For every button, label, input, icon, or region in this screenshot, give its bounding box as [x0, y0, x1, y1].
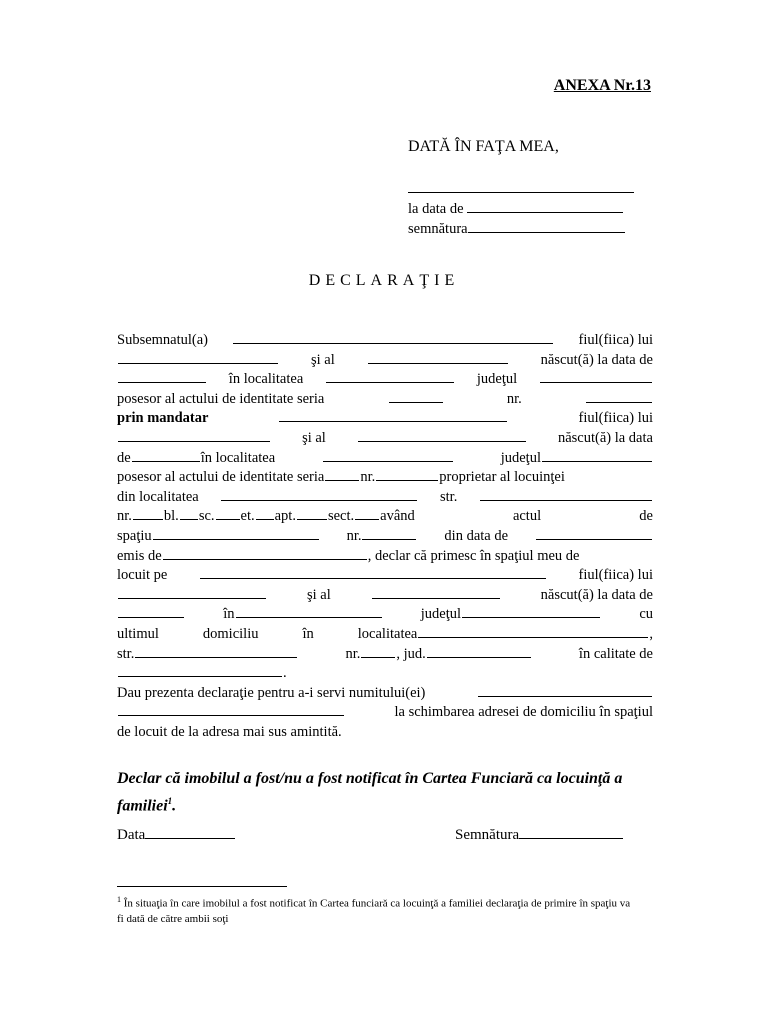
- body-line-12: [117, 547, 653, 567]
- signature-field: [455, 826, 623, 844]
- label-si-al-3: şi al: [306, 586, 331, 603]
- body-line-8: [117, 468, 653, 488]
- footnote-mark: 1: [117, 895, 121, 904]
- blank-apartment: [297, 507, 327, 520]
- body-line-20: [117, 703, 653, 723]
- body-line-3: [117, 370, 653, 390]
- footnote-ref: 1: [167, 796, 173, 806]
- label-nr-2: nr.: [360, 469, 376, 486]
- body-line-17: [117, 645, 653, 665]
- label-et: et.: [240, 508, 255, 525]
- blank-issued-by: [163, 547, 367, 560]
- label-fiul-fiica: fiul(fiica) lui: [578, 332, 653, 348]
- label-judetul: judeţul: [476, 371, 518, 388]
- semnatura-blank: [519, 826, 623, 839]
- blank-owner-locality: [221, 488, 417, 501]
- body-line-1: [117, 331, 653, 351]
- blank-mandatar-county: [542, 449, 652, 462]
- blank-id-series: [389, 390, 443, 403]
- blank-last-number: [361, 645, 395, 658]
- land-registry-statement: [117, 768, 653, 817]
- body-line-15: [117, 605, 653, 625]
- before-me-heading: DATĂ ÎN FAŢA MEA,: [408, 138, 559, 155]
- blank-floor: [256, 507, 274, 520]
- label-domiciliu: domiciliu: [202, 625, 259, 642]
- label-din-localitatea: din localitatea: [117, 488, 199, 505]
- blank-id-number: [586, 390, 652, 403]
- blank-space-act: [153, 527, 319, 540]
- blank-mandatar-locality: [323, 449, 453, 462]
- statement-end: .: [172, 797, 177, 815]
- date-blank: [467, 200, 623, 213]
- label-posesor-2: posesor al actului de identitate seria: [117, 469, 325, 486]
- body-line-14: [117, 586, 653, 606]
- label-dau-prezenta: Dau prezenta declaraţie pentru a-i servi numitului(ei): [117, 684, 426, 701]
- data-field: [117, 826, 235, 844]
- blank-host-name: [200, 566, 546, 579]
- label-de-2: de: [639, 508, 653, 525]
- comma: ,: [649, 625, 653, 642]
- date-label: la data de: [408, 201, 464, 217]
- blank-sector: [355, 507, 379, 520]
- label-subsemnatul: Subsemnatul(a): [117, 332, 209, 348]
- label-apt: apt.: [274, 508, 296, 525]
- label-de-locuit: de locuit de la adresa mai sus amintită.: [117, 723, 342, 740]
- label-sect: sect.: [327, 508, 355, 525]
- declaration-body: [117, 331, 653, 742]
- label-judetul-3: judeţul: [420, 606, 462, 623]
- label-str-2: str.: [117, 645, 135, 662]
- body-line-13: [117, 566, 653, 586]
- body-line-18: [117, 664, 653, 684]
- label-cu: cu: [639, 606, 653, 623]
- body-line-21: [117, 723, 653, 743]
- footnote-text: În situaţia în care imobilul a fost notificat în Cartea funciară ca locuinţă a familiei declaraţia de primire în spaţiu va fi dată de către ambii soţi: [117, 897, 631, 925]
- label-in: în: [223, 606, 235, 623]
- label-nascut-3: născut(ă) la data de: [540, 586, 653, 603]
- label-in-2: în: [302, 625, 314, 642]
- official-name-line: [408, 178, 634, 193]
- annex-number: ANEXA Nr.13: [553, 77, 651, 94]
- blank-host-locality: [236, 605, 382, 618]
- signature-label: semnătura: [408, 221, 468, 237]
- label-nr: nr.: [506, 390, 522, 407]
- blank-owner-street: [480, 488, 652, 501]
- label-la-schimbarea: la schimbarea adresei de domiciliu în spaţiul: [394, 704, 653, 721]
- blank-mandatar-mother: [358, 429, 526, 442]
- blank-block: [180, 507, 198, 520]
- footnote: [117, 892, 637, 927]
- body-line-4: [117, 390, 653, 410]
- blank-mandatar-birth: [132, 449, 200, 462]
- blank-mandatar-name: [279, 409, 507, 422]
- body-line-10: [117, 507, 653, 527]
- blank-birth-date: [118, 370, 206, 383]
- label-nr-3: nr.: [117, 508, 132, 525]
- document-title: DECLARAŢIE: [308, 272, 460, 289]
- label-ultimul: ultimul: [117, 625, 159, 642]
- blank-name: [233, 331, 553, 344]
- label-fiul-fiica-2: fiul(fiica) lui: [578, 410, 653, 427]
- body-line-9: [117, 488, 653, 508]
- date-row: [408, 199, 634, 219]
- label-fiul-fiica-3: fiul(fiica) lui: [578, 567, 653, 584]
- body-line-19: [117, 684, 653, 704]
- official-signature-block: [408, 178, 634, 239]
- label-nascut: născut(ă) la data de: [540, 351, 653, 368]
- blank-recipient: [478, 684, 652, 697]
- data-blank: [145, 826, 235, 839]
- label-sc: sc.: [198, 508, 215, 525]
- blank-host-mother: [372, 586, 500, 599]
- label-str: str.: [440, 488, 458, 505]
- blank-last-domicile: [418, 625, 648, 638]
- blank-capacity: [118, 664, 282, 677]
- footnote-separator: [117, 886, 287, 887]
- body-line-11: [117, 527, 653, 547]
- blank-locality: [326, 370, 454, 383]
- blank-street-number: [133, 507, 163, 520]
- blank-mandatar-father: [118, 429, 270, 442]
- label-proprietar: proprietar al locuinţei: [439, 469, 565, 486]
- label-si-al: şi al: [310, 351, 335, 368]
- label-jud: , jud.: [396, 645, 426, 662]
- body-line-7: [117, 449, 653, 469]
- blank-recipient-2: [118, 703, 344, 716]
- label-locuit-pe: locuit pe: [117, 567, 168, 584]
- signature-blank: [468, 220, 625, 233]
- blank-host-father: [118, 586, 266, 599]
- blank-county: [540, 370, 652, 383]
- blank-act-date: [536, 527, 652, 540]
- label-actul: actul: [512, 508, 542, 525]
- blank-host-birth: [118, 605, 184, 618]
- label-prin-mandatar: prin mandatar: [117, 410, 209, 427]
- body-line-6: [117, 429, 653, 449]
- label-emis-de: emis de: [117, 547, 162, 564]
- signature-row: [408, 219, 634, 239]
- label-avand: având: [380, 508, 415, 525]
- label-spatiu: spaţiu: [117, 527, 152, 544]
- label-in-localitatea: în localitatea: [228, 371, 304, 388]
- blank-act-number: [362, 527, 416, 540]
- blank-last-street: [135, 645, 297, 658]
- label-declar-primesc: , declar că primesc în spaţiul meu de: [367, 547, 580, 564]
- semnatura-label: Semnătura: [455, 827, 520, 843]
- label-in-localitatea-2: în localitatea: [200, 449, 276, 466]
- label-localitatea: localitatea: [357, 625, 418, 642]
- label-de: de: [117, 449, 131, 466]
- body-line-5: [117, 409, 653, 429]
- label-nascut-2: născut(ă) la data: [557, 429, 653, 446]
- label-nr-5: nr.: [345, 645, 361, 662]
- blank-stair: [216, 507, 240, 520]
- blank-mandatar-series: [325, 468, 359, 481]
- label-in-calitate: în calitate de: [578, 645, 653, 662]
- label-judetul-2: judeţul: [500, 449, 541, 466]
- dot: .: [283, 665, 287, 682]
- statement-text: Declar că imobilul a fost/nu a fost notificat în Cartea Funciară ca locuinţă a familiei: [117, 770, 623, 815]
- data-label: Data: [117, 827, 146, 843]
- body-line-2: [117, 351, 653, 371]
- label-posesor: posesor al actului de identitate seria: [117, 390, 325, 407]
- body-line-16: [117, 625, 653, 645]
- blank-mandatar-number: [376, 468, 438, 481]
- label-si-al-2: şi al: [302, 429, 326, 446]
- blank-host-county: [462, 605, 600, 618]
- blank-father: [118, 351, 278, 364]
- blank-last-county: [427, 645, 531, 658]
- label-nr-4: nr.: [346, 527, 362, 544]
- label-din-data-de: din data de: [444, 527, 509, 544]
- blank-mother: [368, 351, 508, 364]
- label-bl: bl.: [163, 508, 179, 525]
